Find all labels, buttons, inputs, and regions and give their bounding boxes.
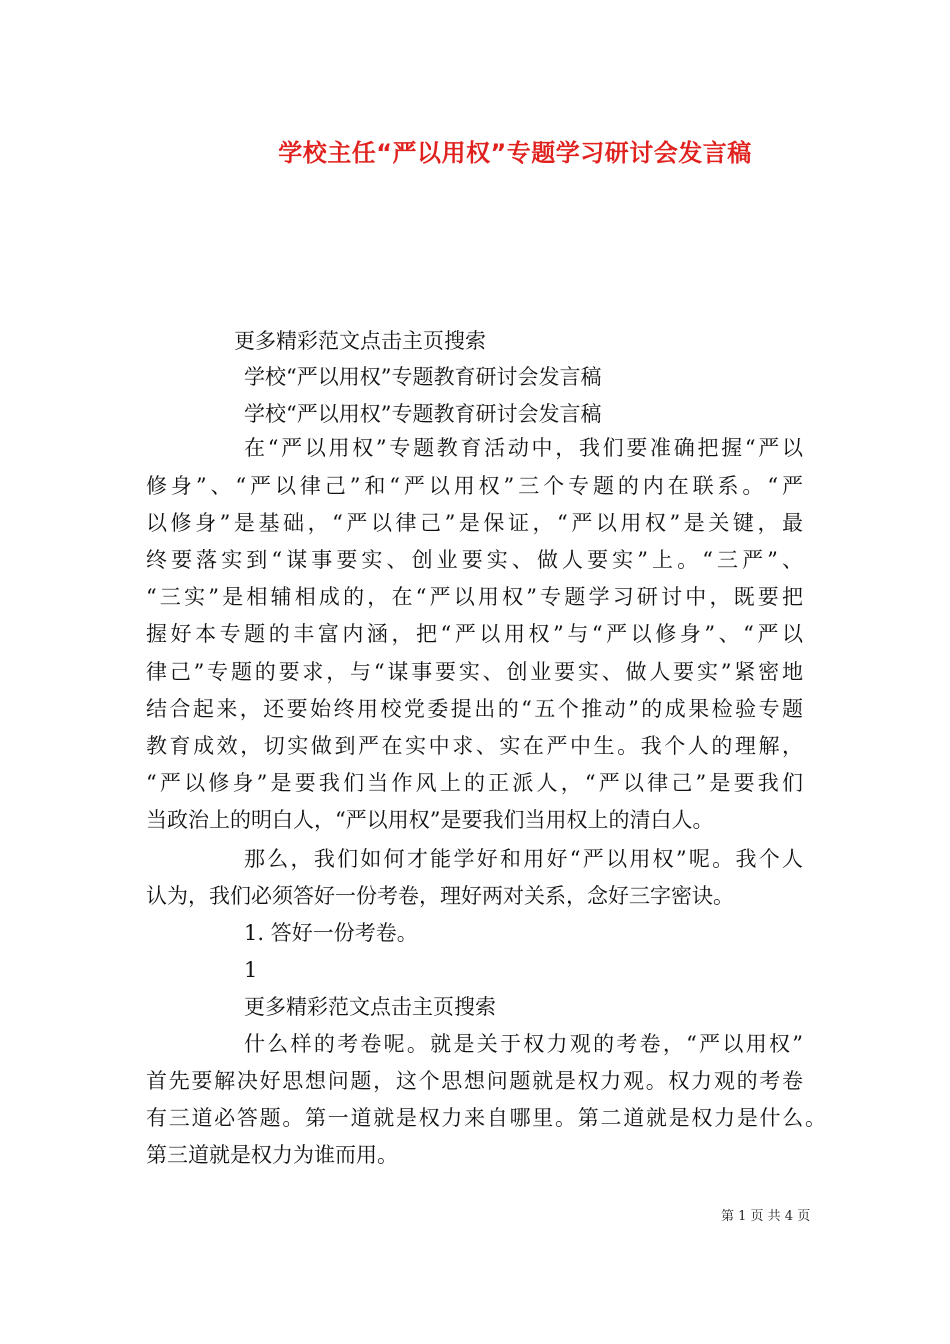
paragraph-line: 首先要解决好思想问题，这个思想问题就是权力观。权力观的考卷 bbox=[146, 1069, 803, 1093]
paragraph-line: 结合起来，还要始终用校党委提出的“五个推动”的成果检验专题 bbox=[146, 697, 803, 721]
paragraph-line: “三实”是相辅相成的，在“严以用权”专题学习研讨中，既要把 bbox=[146, 585, 803, 609]
paragraph-line: “严以修身”是要我们当作风上的正派人，“严以律己”是要我们 bbox=[146, 771, 803, 795]
paragraph-line: 那么，我们如何才能学好和用好“严以用权”呢。我个人 bbox=[244, 847, 803, 871]
paragraph-line: 在“严以用权”专题教育活动中，我们要准确把握“严以 bbox=[244, 436, 803, 460]
paragraph-line: 有三道必答题。第一道就是权力来自哪里。第二道就是权力是什么。 bbox=[146, 1106, 826, 1130]
subtitle-line: 学校“严以用权”专题教育研讨会发言稿 bbox=[244, 365, 602, 389]
inline-page-number: 1 bbox=[244, 958, 258, 982]
paragraph-line: 修身”、“严以律己”和“严以用权”三个专题的内在联系。“严 bbox=[146, 474, 803, 498]
paragraph-line: 第三道就是权力为谁而用。 bbox=[146, 1143, 398, 1167]
promo-line: 更多精彩范文点击主页搜索 bbox=[244, 995, 496, 1019]
paragraph-line: 终要落实到“谋事要实、创业要实、做人要实”上。“三严”、 bbox=[146, 548, 803, 572]
paragraph-line: 教育成效，切实做到严在实中求、实在严中生。我个人的理解， bbox=[146, 734, 803, 758]
paragraph-line: 认为，我们必须答好一份考卷，理好两对关系，念好三字密诀。 bbox=[146, 884, 734, 908]
paragraph-line: 以修身”是基础，“严以律己”是保证，“严以用权”是关键，最 bbox=[146, 511, 803, 535]
promo-line: 更多精彩范文点击主页搜索 bbox=[234, 329, 486, 353]
paragraph-line: 什么样的考卷呢。就是关于权力观的考卷，“严以用权” bbox=[244, 1032, 803, 1056]
page-footer: 第 1 页 共 4 页 bbox=[721, 1209, 811, 1224]
subtitle-line: 学校“严以用权”专题教育研讨会发言稿 bbox=[244, 402, 602, 426]
paragraph-line: 当政治上的明白人，“严以用权”是要我们当用权上的清白人。 bbox=[146, 808, 714, 832]
section-heading: 1. 答好一份考卷。 bbox=[244, 921, 418, 945]
paragraph-line: 律己”专题的要求，与“谋事要实、创业要实、做人要实”紧密地 bbox=[146, 660, 803, 684]
paragraph-line: 握好本专题的丰富内涵，把“严以用权”与“严以修身”、“严以 bbox=[146, 622, 803, 646]
document-title: 学校主任“严以用权”专题学习研讨会发言稿 bbox=[278, 139, 752, 167]
